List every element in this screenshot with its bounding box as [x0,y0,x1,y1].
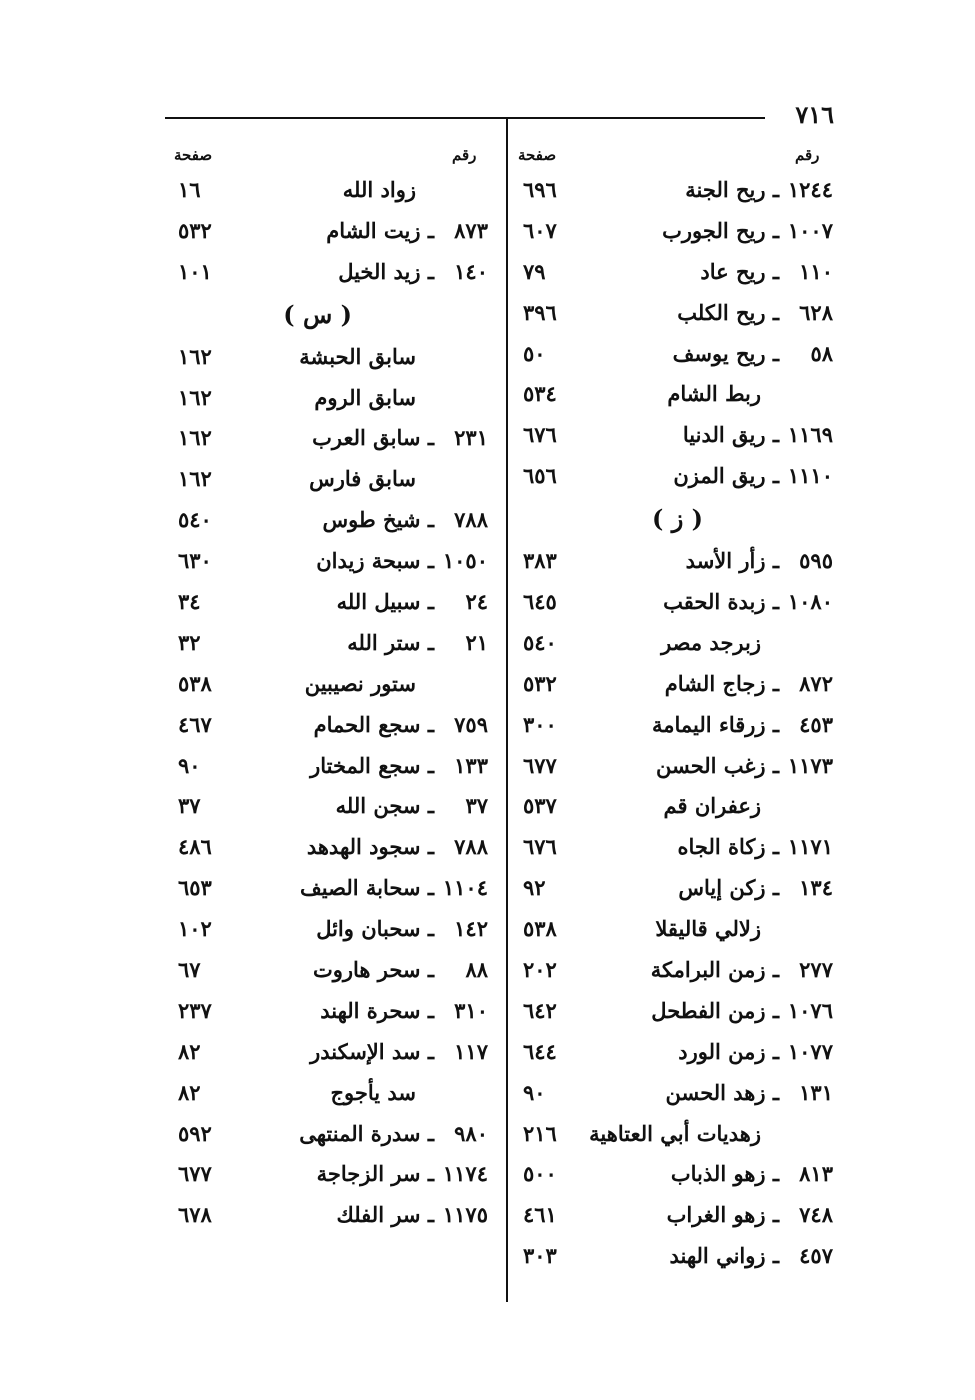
entry-title: ـ ريح يوسف [672,340,779,366]
entry-number: ٧٨٨ [454,507,488,533]
entry-number: ١٣٣ [454,752,488,778]
entry-page: ٦٧ [178,957,201,983]
index-entry [515,374,833,415]
entry-title: ـ ريق الدنيا [682,422,779,448]
entry-title: ـ زمن البرامكة [650,957,779,983]
index-entry [170,459,488,500]
left-page-header: صفحة [174,146,213,164]
index-entry [515,623,833,664]
entry-number: ٤٥٧ [799,1243,833,1269]
entry-page: ٥٠٠ [523,1161,557,1187]
entry-page: ٦٩٦ [523,177,557,202]
right-page-header: صفحة [518,146,557,164]
entry-page: ٥٣٨ [178,670,212,696]
entry-title: ـ زغب الحسن [655,752,779,778]
entry-title: ـ ستر الله [347,629,434,655]
entry-page: ٥٣٢ [523,670,557,696]
entry-title: ـ سر الزجاجة [316,1161,434,1187]
index-entry [170,337,488,378]
entry-title: سابق الحبشة [299,343,416,369]
entry-title: ـ سبيل الله [336,589,434,615]
entry-number: ١٠٨٠ [787,589,833,615]
entry-number: ١٤٢ [454,916,488,942]
entry-number: ١١١٠ [787,463,833,489]
entry-title: زهديات أبي العتاهية [589,1120,761,1146]
entry-page: ١٠٢ [178,916,212,942]
index-entry [515,334,833,375]
entry-title: زبرجد مصر [661,629,761,655]
entry-page: ١٦٢ [178,466,212,492]
entry-page: ٣٠٣ [523,1243,557,1269]
index-entry [170,991,488,1032]
index-entry [170,1154,488,1195]
entry-title: ـ زهد الحسن [665,1079,779,1105]
index-entry [170,786,488,827]
entry-number: ١١٦٩ [787,422,833,448]
entry-title: ـ سحرة الهند [320,997,434,1023]
index-entry [515,664,833,705]
index-entry [170,1195,488,1236]
entry-title: ربط الشام [667,381,761,407]
entry-page: ٥٣٤ [523,381,557,407]
entry-title: ـ ريق المزن [673,463,779,489]
entry-title: ـ زأر الأسد [685,548,779,574]
index-entry [515,1154,833,1195]
entry-page: ٥٣٢ [178,217,212,243]
entry-number: ١٠٧٦ [787,997,833,1023]
index-entry [515,991,833,1032]
entry-page: ١٦ [178,177,201,202]
entry-title: ـ زهو الذباب [670,1161,779,1187]
entry-number: ١٠٥٠ [442,548,488,574]
index-entry [515,582,833,623]
entry-title: ـ سر الفلك [336,1202,434,1228]
entry-title: ـ زيد الخيل [338,258,434,284]
entry-title: ـ ريح الجورب [662,217,779,243]
entry-number: ٣١٠ [454,997,488,1023]
index-entry [170,909,488,950]
entry-page: ٦٧٦ [523,834,557,860]
entry-title: ـ سابق العرب [312,425,434,451]
entry-page: ٥٤٠ [523,629,557,655]
entry-page: ١٦٢ [178,384,212,410]
entry-number: ١٠٠٧ [787,217,833,243]
index-entry [170,950,488,991]
entry-page: ٦٣٠ [178,548,212,574]
column-divider [506,119,508,1302]
entry-title: ـ زمن الورد [678,1038,779,1064]
index-entry [515,1073,833,1114]
entry-title: ـ زمن الفطحل [651,997,779,1023]
index-entry [515,827,833,868]
entry-title: سابق فارس [309,466,416,492]
entry-number: ١٢٤٤ [787,177,833,202]
entry-title: زعفران قم [663,793,761,819]
section-heading [170,293,488,337]
entry-number: ٧٤٨ [799,1202,833,1228]
entry-page: ٣٨٣ [523,548,557,574]
entry-number: ٥٨ [810,340,833,366]
entry-number: ١٣١ [799,1079,833,1105]
entry-title: ـ سجع الحمام [313,711,434,737]
page-number: ٧١٦ [795,100,834,129]
entry-title: زلالي قاليقلا [655,916,761,942]
index-entry [170,746,488,787]
entry-page: ٢٠٢ [523,957,557,983]
entry-page: ٦٤٤ [523,1038,557,1064]
entry-number: ٢١ [465,629,488,655]
entry-number: ١١٠ [799,258,833,284]
top-rule [165,117,765,119]
index-entry [515,1114,833,1155]
index-entry [170,418,488,459]
index-entry [170,868,488,909]
entry-page: ٣٤ [178,589,201,615]
index-entry [515,170,833,211]
entry-title: ـ زواني الهند [669,1243,779,1269]
entry-page: ٦٧٧ [178,1161,212,1187]
entry-title: ـ سحبان وائل [316,916,434,942]
entry-title: ـ زكن إياس [678,875,779,901]
entry-page: ٥٣٧ [523,793,557,819]
entry-number: ١٠٧٧ [787,1038,833,1064]
entry-number: ١٣٤ [799,875,833,901]
section-letter: ( س ) [283,299,352,329]
entry-page: ٩٠ [178,752,201,778]
entry-title: سابق الروم [314,384,416,410]
index-entry [515,252,833,293]
entry-page: ٧٩ [523,258,546,284]
index-entry [515,746,833,787]
index-entry [515,1195,833,1236]
entry-title: ـ سجن الله [335,793,434,819]
entry-number: ٨١٣ [799,1161,833,1187]
entry-title: ـ شيخ طوس [322,507,434,533]
entry-number: ١١٧٥ [442,1202,488,1228]
entry-number: ٨٧٣ [454,217,488,243]
entry-number: ٥٩٥ [799,548,833,574]
entry-page: ٥٣٨ [523,916,557,942]
entry-number: ١١٧٣ [787,752,833,778]
index-entry [515,1236,833,1277]
entry-page: ٥٤٠ [178,507,212,533]
entry-page: ٦٥٣ [178,875,212,901]
entry-number: ٨٧٢ [799,670,833,696]
entry-title: ـ سدرة المنتهى [299,1120,434,1146]
entry-page: ٦٧٦ [523,422,557,448]
entry-title: ـ زبدة الحقب [663,589,779,615]
entry-title: ـ ريح الجنة [685,177,779,202]
left-number-header: رقم [452,146,477,164]
index-entry [170,827,488,868]
entry-number: ١١٠٤ [442,875,488,901]
entry-number: ١٤٠ [454,258,488,284]
index-entry [515,415,833,456]
section-heading [515,497,833,541]
entry-page: ١٠١ [178,258,212,284]
entry-title: ـ سجود الهدهد [306,834,434,860]
entry-title: ـ زيت الشام [326,217,434,243]
entry-page: ٩٠ [523,1079,546,1105]
entry-title: ـ سد الإسكندر [310,1038,434,1064]
index-entry [170,664,488,705]
index-entry [170,1073,488,1114]
entry-number: ٧٨٨ [454,834,488,860]
index-entry [170,211,488,252]
entry-number: ٦٢٨ [799,299,833,325]
entry-title: ـ سبحة زيدان [316,548,434,574]
entry-page: ٦٧٧ [523,752,557,778]
left-index-column [170,170,488,1236]
index-entry [170,1032,488,1073]
index-entry [170,1114,488,1155]
entry-title: ـ سجع المختار [310,752,434,778]
entry-page: ٣٠٠ [523,711,557,737]
entry-page: ٨٢ [178,1079,201,1105]
entry-page: ١٦٢ [178,425,212,451]
index-entry [515,705,833,746]
index-entry [170,252,488,293]
index-entry [515,1032,833,1073]
entry-title: ـ زرقاء اليمامة [652,711,779,737]
entry-page: ٦٠٧ [523,217,557,243]
entry-page: ٥٠ [523,340,546,366]
entry-page: ٤٦٧ [178,711,212,737]
entry-title: ـ ريح عاد [700,258,779,284]
index-entry [170,582,488,623]
entry-page: ٤٨٦ [178,834,212,860]
entry-title: ـ زهو الغراب [666,1202,779,1228]
entry-number: ١١٧ [454,1038,488,1064]
entry-title: زواد الله [342,177,416,202]
index-entry [170,705,488,746]
entry-page: ٢٣٧ [178,997,212,1023]
entry-page: ٦٤٢ [523,997,557,1023]
entry-page: ٤٦١ [523,1202,557,1228]
entry-page: ٣٢ [178,629,201,655]
entry-number: ١١٧٤ [442,1161,488,1187]
entry-page: ٩٢ [523,875,546,901]
entry-title: ـ زجاج الشام [664,670,779,696]
entry-page: ٦٥٦ [523,463,557,489]
index-entry [515,211,833,252]
index-entry [515,786,833,827]
entry-number: ٣٧ [465,793,488,819]
entry-title: ـ زكاة الجاه [677,834,779,860]
index-entry [170,170,488,211]
entry-title: سد يأجوج [330,1079,416,1105]
entry-page: ٣٩٦ [523,299,557,325]
entry-title: ـ سحابة الصيف [300,875,434,901]
entry-number: ٧٥٩ [454,711,488,737]
index-entry [515,909,833,950]
right-number-header: رقم [795,146,820,164]
entry-title: ـ ريح الكلب [677,299,779,325]
right-index-column [515,170,833,1277]
entry-page: ٦٤٥ [523,589,557,615]
entry-page: ٨٢ [178,1038,201,1064]
index-entry [515,541,833,582]
entry-number: ٨٨ [465,957,488,983]
section-letter: ( ز ) [651,504,703,534]
entry-page: ٥٩٢ [178,1120,212,1146]
entry-number: ٢٤ [465,589,488,615]
entry-title: ستور نصيبين [304,670,416,696]
index-entry [515,950,833,991]
entry-number: ٩٨٠ [454,1120,488,1146]
entry-page: ٢١٦ [523,1120,557,1146]
index-entry [170,500,488,541]
entry-page: ١٦٢ [178,343,212,369]
index-entry [170,541,488,582]
index-entry [515,456,833,497]
index-entry [170,378,488,419]
entry-page: ٦٧٨ [178,1202,212,1228]
entry-number: ٤٥٣ [799,711,833,737]
entry-number: ٢٧٧ [799,957,833,983]
entry-page: ٣٧ [178,793,201,819]
entry-title: ـ سحر هاروت [312,957,434,983]
entry-number: ١١٧١ [787,834,833,860]
entry-number: ٢٣١ [454,425,488,451]
index-entry [515,293,833,334]
index-entry [170,623,488,664]
index-entry [515,868,833,909]
